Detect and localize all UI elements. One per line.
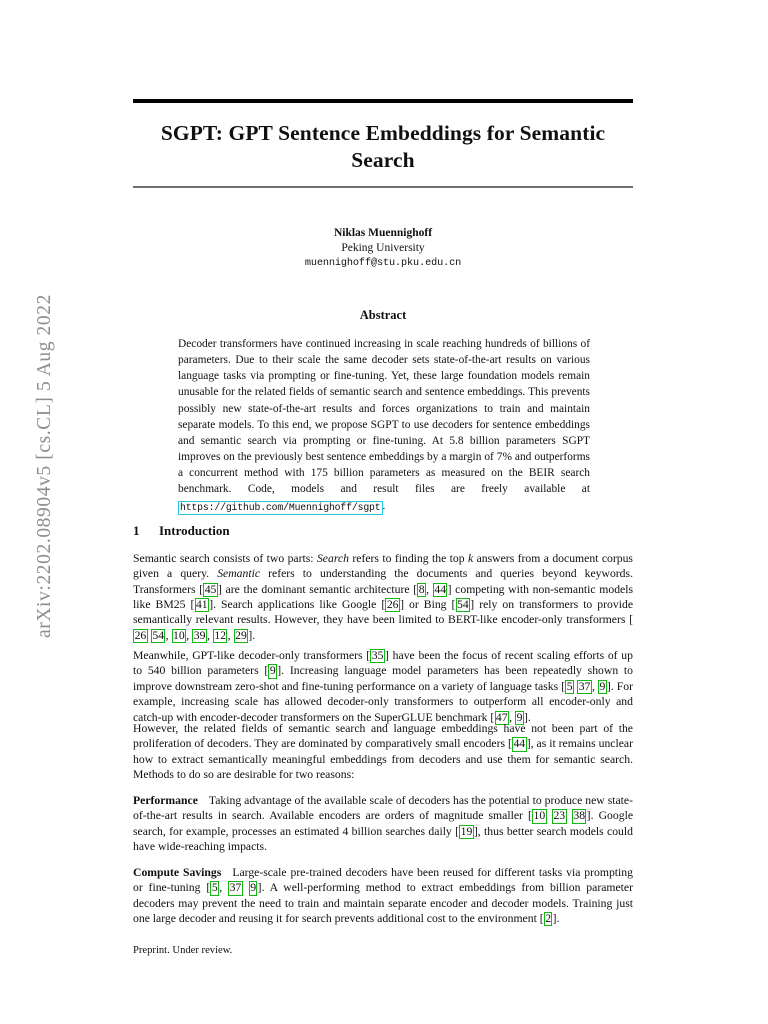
text-run: answers from a document corpus given a query. bbox=[133, 552, 633, 581]
text-run: . Google search, for example, processes an estimated 4 billion searches daily bbox=[133, 809, 634, 838]
text-run: are the dominant semantic architecture bbox=[221, 582, 414, 596]
paragraph-decoder-scaling: Meanwhile, GPT-like decoder-only transformers [ 35 ] have been the focus of recent scaling efforts of up to 540 billion parameters [ 9 ]. Increasing language model parameters has been repeatedly shown to improve downstream zero-shot and fine-tuning performance on a variety of language tasks [ 5 37 , 9 ]. For example, increasing scale has allowed decoder-only transformers to outperform all encoder-only and catch-up with encoder-decoder transformers on the SuperGLUE benchmark [ 47 , 9 ]. bbox=[133, 649, 633, 724]
citation-link[interactable]: 35 bbox=[371, 649, 384, 662]
text-run: or Bing bbox=[404, 598, 452, 611]
text-run: refers to understanding the documents and queries beyond keywords. Transformers bbox=[133, 567, 633, 596]
text-run: , as it remains unclear how to extract semantically meaningful embeddings from decoders and use them for semantic search. Methods to do so are desirable for two reasons: bbox=[133, 737, 633, 781]
citation-link[interactable]: 10 bbox=[173, 628, 185, 642]
citation-link[interactable]: 9 bbox=[516, 710, 523, 724]
citation-link[interactable]: 38 bbox=[573, 809, 586, 823]
citation-link[interactable]: 9 bbox=[250, 881, 257, 895]
citation-link[interactable]: 9 bbox=[269, 664, 276, 678]
abstract-text: Decoder transformers have continued increasing in scale reaching hundreds of billions of parameters. Due to their scale the same decoder sets state-of-the-art results on various language tasks via prompting or fine-tuning. Yet, these large foundation models remain unusable for the related fields of semantic search and sentence embeddings. This prevents possibly new state-of-the-art results and forces organizations to train and maintain separate models. To this end, we propose SGPT to use decoders for sentence embeddings and semantic search via prompting or fine-tuning. At 5.8 billion parameters SGPT improves on the previously best sentence embeddings by a margin of 7% and outperforms a concurrent method with 175 billion parameters as measured on the BEIR search benchmark. Code, models and result files are freely available at bbox=[178, 338, 590, 496]
paragraph-performance: Performance Taking advantage of the available scale of decoders has the potential to produce new state-of-the-art results in search. Available encoders are orders of magnitude smaller [ 10 23 38 ]. Google search, for example, processes an estimated 4 billion searches daily [ 19 ], thus better search models could have wide-reaching impacts. bbox=[133, 794, 634, 854]
text-run: , bbox=[426, 582, 433, 596]
author-affiliation: Peking University bbox=[341, 242, 425, 254]
text-run: . Increasing language model parameters has been repeatedly shown to improve downstream zero-shot and fine-tuning performance on a variety of language tasks bbox=[133, 664, 633, 693]
abstract-heading: Abstract bbox=[359, 308, 407, 322]
section-heading-introduction bbox=[133, 523, 230, 539]
footer-preprint-note: Preprint. Under review. bbox=[133, 945, 233, 956]
runin-heading-performance: Performance bbox=[133, 794, 198, 807]
citation-link[interactable]: 2 bbox=[545, 912, 552, 925]
text-run: refers to finding the top bbox=[348, 552, 469, 565]
text-run: . For example, increasing scale has allowed decoder-only transformers to outperform all encoder-only and catch-up with encoder-decoder transformers on the SuperGLUE benchmark bbox=[133, 679, 633, 724]
citation-link[interactable]: 29 bbox=[235, 628, 247, 642]
citation-link[interactable]: 26 bbox=[386, 598, 399, 611]
emphasis-semantic: Semantic bbox=[217, 567, 261, 581]
paragraph-motivation: However, the related fields of semantic search and language embeddings have not been part of the proliferation of decoders. They are dominated by comparatively small encoders [ 44 ], as it remains unclear how to extract semantically meaningful embeddings from decoders and use them for semantic search. Methods to do so are desirable for two reasons: bbox=[133, 722, 633, 781]
abstract-body: Decoder transformers have continued increasing in scale reaching hundreds of billions of parameters. Due to their scale the same decoder sets state-of-the-art results on various language tasks via prompting or fine-tuning. Yet, these large foundation models remain unusable for the related fields of semantic search and sentence embeddings. This prevents possibly new state-of-the-art results and forces organizations to train and maintain separate models. To this end, we propose SGPT to use decoders for sentence embeddings and semantic search via prompting or fine-tuning. At 5.8 billion parameters SGPT improves on the previously best sentence embeddings by a margin of 7% and outperforms a concurrent method with 175 billion parameters as measured on the BEIR search benchmark. Code, models and result files are freely available at https://github.com/Muennighoff/sgpt . bbox=[178, 336, 590, 515]
text-run: competing with non-semantic models like BM25 bbox=[133, 582, 634, 611]
citation-link[interactable]: 12 bbox=[214, 628, 227, 642]
citation-link[interactable]: 45 bbox=[204, 582, 217, 596]
text-run: . bbox=[556, 912, 560, 925]
page-title: SGPT: GPT Sentence Embeddings for Semantic Search bbox=[160, 121, 606, 172]
section-number: 1 bbox=[133, 523, 140, 538]
text-run: Large-scale pre-trained decoders have been reused for different tasks via prompting or fine-tuning bbox=[133, 866, 633, 895]
citation-link[interactable]: 8 bbox=[418, 582, 425, 596]
citation-link[interactable]: 10 bbox=[533, 809, 546, 823]
text-run: . Search applications like Google bbox=[213, 598, 382, 611]
text-run: . bbox=[527, 710, 531, 724]
author-email: muennighoff@stu.pku.edu.cn bbox=[304, 258, 462, 269]
citation-link[interactable]: 39 bbox=[193, 628, 206, 642]
text-run: Semantic search consists of two parts: bbox=[133, 552, 317, 565]
runin-heading-compute-savings: Compute Savings bbox=[133, 866, 222, 879]
emphasis-search: Search bbox=[316, 552, 349, 565]
author-name: Niklas Muennighoff bbox=[333, 227, 433, 239]
text-run: . A well-performing method to extract embeddings from billion parameter decoders may prevent the need to train and maintain separate encoder and decoder models. Training just one large decoder and reusing it for search prevents additional cost to the environment bbox=[133, 881, 634, 925]
author-block bbox=[133, 226, 633, 272]
citation-link[interactable]: 26 bbox=[134, 628, 147, 642]
text-run: However, the related fields of semantic search and language embeddings have not been part of the proliferation of decoders. They are dominated by comparatively small encoders bbox=[133, 722, 633, 751]
arxiv-stamp: arXiv:2202.08904v5 [cs.CL] 5 Aug 2022 bbox=[34, 294, 55, 638]
github-url-link[interactable]: https://github.com/Muennighoff/sgpt bbox=[178, 501, 383, 516]
paper-page bbox=[133, 0, 633, 1024]
citation-link[interactable]: 37 bbox=[229, 881, 242, 895]
citation-link[interactable]: 44 bbox=[513, 737, 526, 751]
title-rule-bottom bbox=[133, 186, 633, 188]
text-run: , thus better search models could have wide-reaching impacts. bbox=[133, 824, 633, 854]
citation-link[interactable]: 41 bbox=[195, 598, 208, 611]
citation-link[interactable]: 47 bbox=[495, 710, 508, 724]
citation-link[interactable]: 37 bbox=[578, 679, 591, 693]
citation-link[interactable]: 5 bbox=[211, 881, 218, 895]
citation-link[interactable]: 44 bbox=[434, 582, 447, 596]
citation-link[interactable]: 5 bbox=[566, 679, 573, 693]
math-variable-k: k bbox=[468, 552, 474, 565]
citation-link[interactable]: 9 bbox=[599, 679, 606, 693]
citation-link[interactable]: 19 bbox=[460, 824, 473, 838]
text-run: rely on transformers to provide semantically relevant results. However, they have been limited to BERT-like encoder-only transformers bbox=[133, 598, 634, 627]
paragraph-compute-savings: Compute Savings Large-scale pre-trained decoders have been reused for different tasks via prompting or fine-tuning [ 5 , 37 9 ]. A well-performing method to extract embeddings from billion parameter decoders may prevent the need to train and maintain separate encoder and decoder models. Training just one large decoder and reusing it for search prevents additional cost to the environment [ 2 ]. bbox=[133, 866, 634, 925]
citation-link[interactable]: 54 bbox=[152, 628, 165, 642]
title-rule-top bbox=[133, 99, 633, 103]
citation-link[interactable]: 54 bbox=[457, 598, 469, 611]
paragraph-semantic-search: Semantic search consists of two parts: Search refers to finding the top k answers from a document corpus given a query. Semantic refers to understanding the documents and queries beyond keywords. Transformers [ 45 ] are the dominant semantic architecture [ 8 , 44 ] competing with non-semantic models like BM25 [ 41 ]. Search applications like Google [ 26 ] or Bing [ 54 ] rely on transformers to provide semantically relevant results. However, they have been limited to BERT-like encoder-only transformers [26 54 , 10 , 39 , 12 , 29 ]. bbox=[133, 552, 634, 642]
section-title: Introduction bbox=[159, 523, 230, 538]
text-run: Taking advantage of the available scale of decoders has the potential to produce new state-of-the-art results in search. Available encoders are orders of magnitude smaller bbox=[133, 794, 633, 823]
text-run: have been the focus of recent scaling efforts of up to 540 billion parameters bbox=[133, 649, 633, 678]
text-run: Meanwhile, GPT-like decoder-only transformers bbox=[133, 649, 367, 662]
text-run: . bbox=[252, 628, 256, 642]
citation-link[interactable]: 23 bbox=[553, 809, 566, 823]
